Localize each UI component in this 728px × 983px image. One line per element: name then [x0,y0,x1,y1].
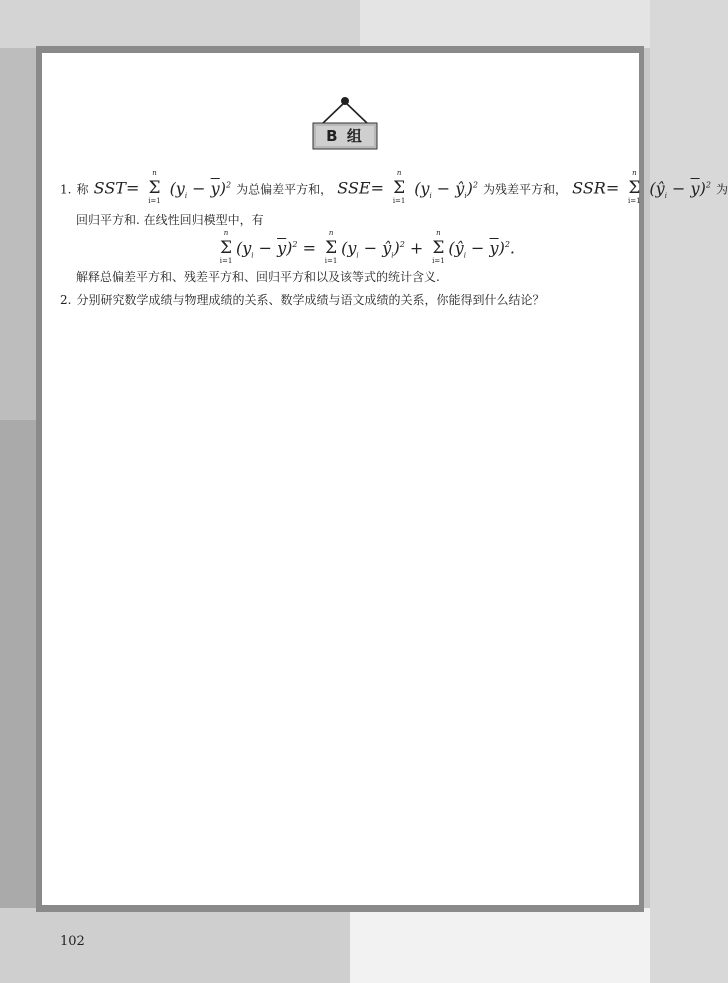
sst-expression: $(y_i - \overline{y})^2$ [169,178,232,200]
problem-1-line-2: 回归平方和. 在线性回归模型中，有 [76,213,264,227]
section-sign [312,96,378,158]
section-label: B 组 [326,127,364,145]
sum-of-squares-equation: n Σ i=1 $(y_i - \overline{y})^2$ = n Σ i=1 ($y_i$ − $ŷ_i)^2$ + n Σ i=1 $(ŷ_i - \overline{y})^2$. [219,229,515,265]
sum-symbol: n Σ i=1 [324,229,338,265]
ssr-description: 为 [716,182,728,197]
problem-2-number: 2. [60,293,72,307]
sum-symbol: n Σ i=1 [432,229,445,265]
sum-symbol: n Σ i=1 [628,169,641,205]
scan-background [0,0,360,48]
problem-1-line-1 [60,169,728,206]
sst-description: 为总偏差平方和， [236,182,333,197]
ssr-name: SSR= [572,178,620,198]
problem-1-line-4: 解释总偏差平方和、残差平方和、回归平方和以及该等式的统计含义. [76,270,440,284]
problem-1-lead: 称 [76,182,89,197]
scan-background [0,908,350,983]
problem-2-text: 分别研究数学成绩与物理成绩的关系、数学成绩与语文成绩的关系，你能得到什么结论？ [76,293,545,307]
sum-symbol: n Σ i=1 [148,169,161,205]
sum-symbol: n Σ i=1 [219,229,233,265]
sst-name: SST= [93,178,140,198]
sse-description: 为残差平方和， [483,182,568,197]
sse-expression: ($y_i$ − $ŷ_i)^2$ [414,178,478,200]
problem-2 [60,289,545,308]
ssr-expression: $(ŷ_i - \overline{y})^2$ [649,178,711,200]
sum-symbol: n Σ i=1 [392,169,406,205]
page-number: 102 [60,934,85,949]
sse-name: SSE= [337,178,384,198]
problem-1-number: 1. [60,182,72,197]
